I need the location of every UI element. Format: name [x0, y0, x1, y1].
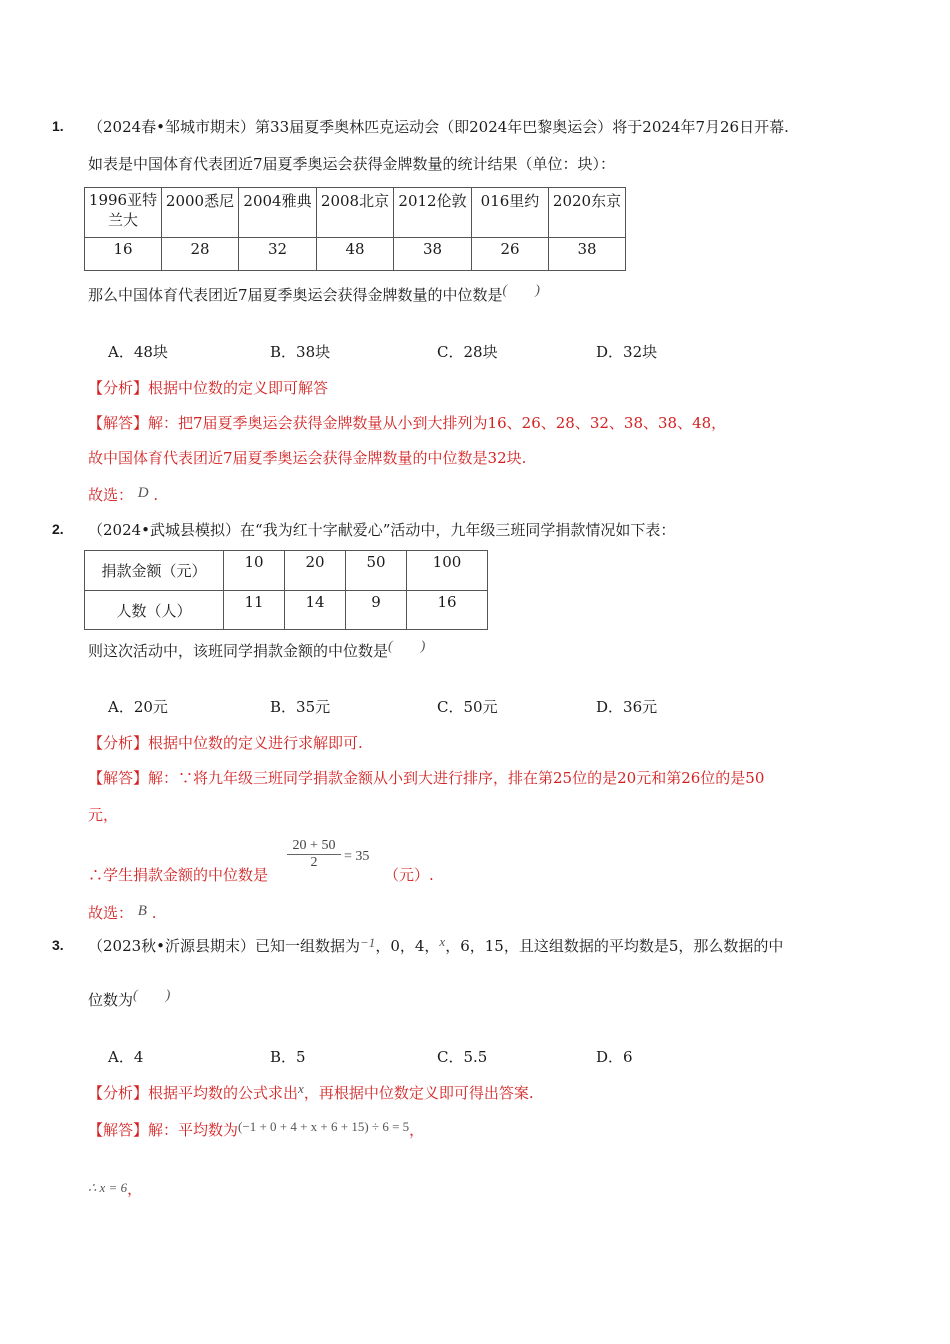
q2-question: [88, 640, 425, 661]
q2-choose: [88, 902, 157, 923]
q2-answer-line2: 元，: [88, 806, 119, 824]
q3-stem-part1: （2023秋•沂源县期末）已知一组数据为: [88, 937, 361, 955]
q1-stem-line1: （2024春•邹城市期末）第33届夏季奥林匹克运动会（即2024年巴黎奥运会）将于2024年7月26日开幕.: [88, 118, 789, 136]
q1-question: [88, 284, 540, 305]
q1-table-value: 48: [317, 238, 394, 271]
q2-row1-value: 50: [346, 551, 407, 591]
q1-analysis-text: 根据中位数的定义即可解答: [148, 379, 329, 397]
q2-row1-value: 10: [224, 551, 285, 591]
q3-therefore-formula: ∴ x = 6: [88, 1180, 128, 1195]
answer-tag: 【解答】: [88, 769, 149, 787]
q3-option-c: C．5.5: [437, 1048, 488, 1066]
q2-stem: （2024•武城县模拟）在“我为红十字献爱心”活动中，九年级三班同学捐款情况如下表：: [88, 521, 676, 539]
question-number-3: 3.: [52, 937, 64, 953]
q3-analysis: [88, 1082, 534, 1103]
q1-option-d: D．32块: [596, 343, 658, 361]
q2-fraction: [287, 838, 341, 871]
q2-fraction-numerator: 20 + 50: [292, 838, 336, 853]
analysis-tag: 【分析】: [88, 734, 149, 752]
q1-option-b: B．38块: [270, 343, 331, 361]
choose-end: .: [151, 904, 157, 922]
q2-row2-value: 14: [285, 591, 346, 630]
analysis-tag: 【分析】: [88, 1084, 149, 1102]
q2-row2-value: 16: [407, 591, 488, 630]
q2-option-d: D．36元: [596, 698, 658, 716]
q1-choose-value: D: [137, 485, 149, 501]
q1-table-value: 28: [162, 238, 239, 271]
q3-answer-end: ，: [409, 1121, 425, 1139]
choose-label: 故选：: [88, 904, 134, 922]
q3-therefore-end: ，: [127, 1180, 143, 1198]
q1-table-value: 26: [472, 238, 549, 271]
q3-stem-line2: [88, 989, 170, 1010]
q3-analysis-x: x: [298, 1081, 304, 1096]
q3-answer-blank: ( ): [133, 988, 171, 1003]
q1-answer-line1: [88, 412, 726, 433]
q3-stem-part2: ，0，4，: [375, 937, 440, 955]
question-number-2: 2.: [52, 521, 64, 537]
question-number-1: 1.: [52, 118, 64, 134]
q1-option-a: A．48块: [108, 343, 168, 361]
q1-table-value: 38: [549, 238, 626, 271]
answer-tag: 【解答】: [88, 1121, 149, 1139]
q1-table-header: 2008北京: [317, 188, 394, 238]
q3-therefore: [88, 1178, 142, 1199]
q3-answer-formula: (−1 + 0 + 4 + x + 6 + 15) ÷ 6 = 5: [238, 1119, 410, 1134]
answer-tag: 【解答】: [88, 414, 149, 432]
q2-conclusion-prefix: ∴学生捐款金额的中位数是: [88, 866, 269, 884]
q1-stem-line2: 如表是中国体育代表团近7届夏季奥运会获得金牌数量的统计结果（单位：块）：: [88, 155, 616, 173]
q2-row2-label: 人数（人）: [85, 591, 224, 630]
q2-fraction-denominator: 2: [310, 855, 318, 870]
q1-answer-text1: 解：把7届夏季奥运会获得金牌数量从小到大排列为16、26、28、32、38、38、48，: [148, 414, 727, 432]
q1-table-value: 38: [394, 238, 472, 271]
q1-answer-line2: 故中国体育代表团近7届夏季奥运会获得金牌数量的中位数是32块.: [88, 449, 527, 467]
q2-row1-value: 20: [285, 551, 346, 591]
q1-table-header: 2020东京: [549, 188, 626, 238]
q3-stem-part3: ，6，15，且这组数据的平均数是5，那么数据的中: [445, 937, 784, 955]
q2-row2-value: 9: [346, 591, 407, 630]
q3-option-a: A．4: [108, 1048, 144, 1066]
q1-question-text: 那么中国体育代表团近7届夏季奥运会获得金牌数量的中位数是: [88, 286, 503, 304]
choose-label: 故选：: [88, 486, 134, 504]
q3-answer-prefix: 解：平均数为: [148, 1121, 239, 1139]
q3-stem-x: x: [439, 934, 446, 949]
q1-table-value: 16: [85, 238, 162, 271]
q2-donation-table: [84, 550, 488, 630]
q1-analysis: [88, 377, 328, 398]
q1-medal-table: [84, 187, 626, 271]
q1-option-c: C．28块: [437, 343, 498, 361]
q2-answer-blank: ( ): [388, 639, 426, 654]
q2-analysis-text: 根据中位数的定义进行求解即可.: [148, 734, 363, 752]
q1-table-header: 2000悉尼: [162, 188, 239, 238]
q2-row1-value: 100: [407, 551, 488, 591]
choose-end: .: [153, 486, 159, 504]
q1-table-header: 2012伦敦: [394, 188, 472, 238]
q2-analysis: [88, 732, 363, 753]
q2-answer-text1: 解：∵将九年级三班同学捐款金额从小到大进行排序，排在第25位的是20元和第26位的是50: [148, 769, 765, 787]
q2-question-text: 则这次活动中，该班同学捐款金额的中位数是: [88, 642, 389, 660]
q2-answer-line1: [88, 767, 764, 788]
q2-option-b: B．35元: [270, 698, 331, 716]
q2-row1-label: 捐款金额（元）: [85, 551, 224, 591]
q1-table-header: 1996亚特兰大: [85, 188, 162, 238]
q1-table-header: 2004雅典: [239, 188, 317, 238]
q3-option-b: B．5: [270, 1048, 306, 1066]
q2-fraction-result: = 35: [344, 849, 370, 864]
q3-option-d: D．6: [596, 1048, 633, 1066]
q3-stem-line2-text: 位数为: [88, 991, 134, 1009]
q1-table-header: 016里约: [472, 188, 549, 238]
q3-answer-line1: [88, 1119, 424, 1140]
analysis-tag: 【分析】: [88, 379, 149, 397]
q2-option-c: C．50元: [437, 698, 498, 716]
q1-choose: [88, 484, 158, 505]
q1-answer-blank: ( ): [502, 283, 540, 298]
q2-conclusion-suffix: （元）.: [384, 866, 434, 884]
q3-analysis-part2: ，再根据中位数定义即可得出答案.: [303, 1084, 534, 1102]
q3-stem-line1: [88, 935, 783, 956]
q3-analysis-part1: 根据平均数的公式求出: [148, 1084, 299, 1102]
q2-row2-value: 11: [224, 591, 285, 630]
q2-choose-value: B: [137, 903, 147, 919]
q3-stem-neg1: −1: [360, 935, 376, 950]
q2-option-a: A．20元: [108, 698, 168, 716]
q1-table-value: 32: [239, 238, 317, 271]
